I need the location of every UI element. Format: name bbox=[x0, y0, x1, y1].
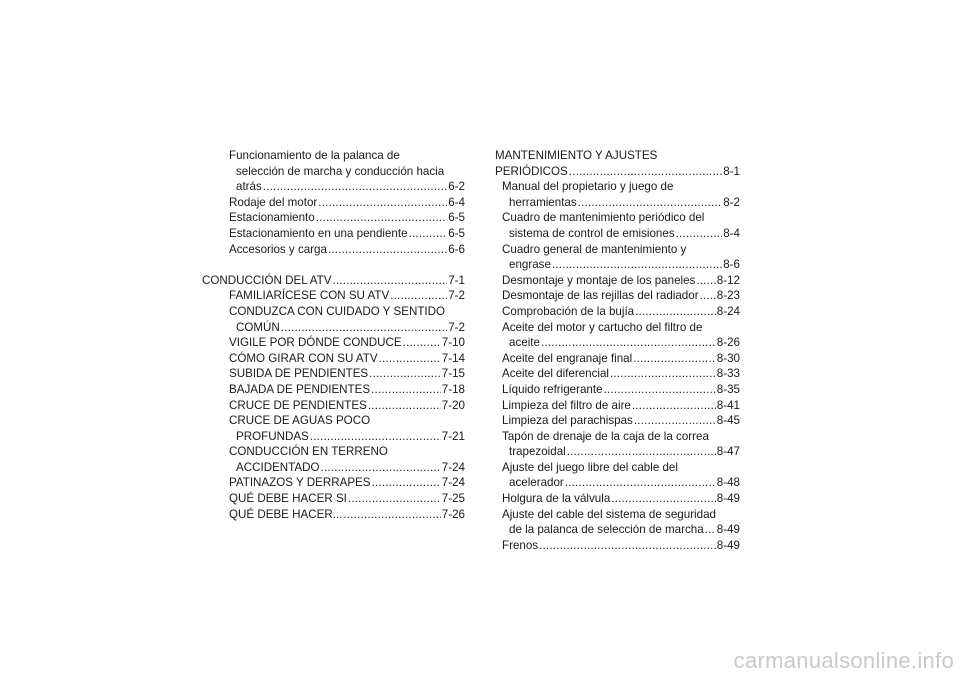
dot-leader bbox=[379, 351, 441, 367]
toc-page-number: 8-1 bbox=[723, 164, 740, 178]
dot-leader bbox=[368, 398, 441, 414]
toc-entry-line: Ajuste del juego libre del cable del bbox=[502, 460, 678, 474]
toc-page-number: 8-47 bbox=[716, 445, 740, 459]
toc-entry-title: Desmontaje de las rejillas del radiador bbox=[502, 289, 699, 303]
dot-leader bbox=[578, 195, 723, 211]
dot-leader bbox=[611, 491, 716, 507]
toc-entry-line: Aceite del motor y cartucho del filtro de bbox=[502, 320, 703, 334]
toc-entry bbox=[502, 288, 740, 304]
toc-page-number: 6-4 bbox=[448, 195, 465, 209]
dot-leader bbox=[390, 288, 447, 304]
toc-entry-title: BAJADA DE PENDIENTES bbox=[229, 382, 371, 396]
dot-leader bbox=[610, 366, 716, 382]
toc-page-number: 6-6 bbox=[448, 242, 465, 256]
toc-entry bbox=[509, 226, 740, 242]
dot-leader bbox=[403, 335, 441, 351]
toc-entry bbox=[502, 413, 740, 429]
toc-entry bbox=[509, 475, 740, 491]
toc-entry-title: CRUCE DE PENDIENTES bbox=[229, 398, 367, 412]
toc-entry-title: Estacionamiento en una pendiente bbox=[229, 226, 408, 240]
toc-page-number: 7-2 bbox=[448, 289, 465, 303]
dot-leader bbox=[632, 398, 716, 414]
toc-entry bbox=[509, 195, 740, 211]
toc-entry-line: CONDUZCA CON CUIDADO Y SENTIDO bbox=[229, 304, 446, 318]
toc-entry bbox=[202, 273, 465, 289]
toc-entry-title: PERIÓDICOS bbox=[495, 164, 568, 178]
dot-leader bbox=[567, 444, 716, 460]
toc-page-number: 7-10 bbox=[441, 336, 465, 350]
toc-entry bbox=[229, 398, 465, 414]
toc-entry-title: COMÚN bbox=[236, 320, 280, 334]
toc-entry bbox=[236, 460, 465, 476]
dot-leader bbox=[281, 320, 447, 336]
toc-entry bbox=[495, 164, 740, 180]
toc-page-number: 6-5 bbox=[448, 211, 465, 225]
toc-page-number: 7-1 bbox=[448, 273, 465, 287]
toc-page-number: 7-21 bbox=[441, 429, 465, 443]
toc-entry bbox=[229, 210, 465, 226]
dot-leader bbox=[541, 335, 716, 351]
toc-entry-line: CONDUCCIÓN EN TERRENO bbox=[229, 445, 388, 459]
dot-leader bbox=[635, 304, 716, 320]
toc-entry bbox=[502, 491, 740, 507]
toc-entry-title: Limpieza del parachispas bbox=[502, 414, 633, 428]
toc-entry-line: Manual del propietario y juego de bbox=[502, 180, 674, 194]
toc-page-number: 8-2 bbox=[723, 195, 740, 209]
toc-entry-title: FAMILIARÍCESE CON SU ATV bbox=[229, 289, 390, 303]
toc-entry-line: Tapón de drenaje de la caja de la correa bbox=[502, 429, 709, 443]
toc-entry bbox=[229, 195, 465, 211]
toc-entry-title: Limpieza del filtro de aire bbox=[502, 398, 631, 412]
toc-entry-line: Ajuste del cable del sistema de seguridad bbox=[502, 507, 716, 521]
dot-leader bbox=[263, 179, 447, 195]
toc-page-number: 7-2 bbox=[448, 320, 465, 334]
toc-entry-title: Aceite del engranaje final bbox=[502, 351, 633, 365]
toc-page-number: 8-45 bbox=[716, 414, 740, 428]
toc-page-number: 8-41 bbox=[716, 398, 740, 412]
toc-entry-title: de la palanca de selección de marcha bbox=[509, 523, 704, 537]
toc-page-number: 7-14 bbox=[441, 351, 465, 365]
toc-page-number: 6-5 bbox=[448, 226, 465, 240]
toc-entry-title: Desmontaje y montaje de los paneles bbox=[502, 273, 696, 287]
dot-leader bbox=[332, 273, 447, 289]
toc-entry-title: CÓMO GIRAR CON SU ATV bbox=[229, 351, 378, 365]
toc-page-number: 8-24 bbox=[716, 304, 740, 318]
toc-entry-title: Aceite del diferencial bbox=[502, 367, 609, 381]
toc-entry bbox=[229, 382, 465, 398]
toc-column-left bbox=[202, 148, 465, 522]
toc-entry bbox=[509, 444, 740, 460]
toc-entry bbox=[229, 366, 465, 382]
dot-leader bbox=[328, 242, 447, 258]
dot-leader bbox=[310, 429, 441, 445]
toc-entry bbox=[229, 351, 465, 367]
dot-leader bbox=[539, 538, 716, 554]
toc-entry bbox=[236, 429, 465, 445]
dot-leader bbox=[372, 475, 441, 491]
toc-page-number: 8-49 bbox=[716, 538, 740, 552]
toc-entry-title: sistema de control de emisiones bbox=[509, 226, 675, 240]
toc-entry-title: Estacionamiento bbox=[229, 211, 315, 225]
dot-leader bbox=[633, 351, 716, 367]
dot-leader bbox=[676, 226, 723, 242]
toc-page-number: 8-4 bbox=[723, 226, 740, 240]
dot-leader bbox=[343, 507, 440, 523]
toc-entry-line: MANTENIMIENTO Y AJUSTES bbox=[495, 149, 658, 162]
toc-entry-line: selección de marcha y conducción hacia bbox=[236, 164, 445, 178]
toc-entry bbox=[229, 491, 465, 507]
toc-page-number: 8-23 bbox=[716, 289, 740, 303]
dot-leader bbox=[552, 257, 722, 273]
toc-entry bbox=[236, 320, 465, 336]
toc-entry bbox=[502, 366, 740, 382]
dot-leader bbox=[604, 382, 716, 398]
toc-entry-line: Funcionamiento de la palanca de bbox=[229, 149, 400, 162]
toc-page-number: 7-24 bbox=[441, 476, 465, 490]
toc-page-number: 8-49 bbox=[716, 492, 740, 506]
toc-entry-title: Líquido refrigerante bbox=[502, 382, 603, 396]
toc-entry-line: Cuadro general de mantenimiento y bbox=[502, 242, 687, 256]
dot-leader bbox=[318, 195, 447, 211]
toc-entry bbox=[502, 538, 740, 554]
toc-entry-title: atrás bbox=[236, 180, 262, 194]
toc-page-number: 8-49 bbox=[716, 523, 740, 537]
toc-page-number: 7-25 bbox=[441, 492, 465, 506]
toc-entry-title: Comprobación de la bujía bbox=[502, 304, 635, 318]
toc-entry-line: CRUCE DE AGUAS POCO bbox=[229, 414, 371, 428]
toc-page-number: 7-15 bbox=[441, 367, 465, 381]
toc-page-number: 8-6 bbox=[723, 258, 740, 272]
toc-entry-title: VIGILE POR DÓNDE CONDUCE bbox=[229, 336, 402, 350]
toc-entry-title: trapezoidal bbox=[509, 445, 566, 459]
toc-entry bbox=[229, 335, 465, 351]
toc-entry bbox=[229, 507, 465, 523]
toc-entry-title: aceite bbox=[509, 336, 540, 350]
toc-entry bbox=[229, 475, 465, 491]
dot-leader bbox=[634, 413, 716, 429]
dot-leader bbox=[321, 460, 441, 476]
toc-page-number: 6-2 bbox=[448, 180, 465, 194]
toc-entry bbox=[229, 242, 465, 258]
toc-entry-title: QUÉ DEBE HACER SI bbox=[229, 492, 347, 506]
toc-entry-title: Rodaje del motor bbox=[229, 195, 318, 209]
toc-page-number: 8-30 bbox=[716, 351, 740, 365]
toc-page-number: 7-20 bbox=[441, 398, 465, 412]
toc-entry bbox=[509, 335, 740, 351]
toc-entry-title: engrase bbox=[509, 258, 551, 272]
toc-entry bbox=[502, 351, 740, 367]
toc-entry-title: PATINAZOS Y DERRAPES bbox=[229, 476, 371, 490]
toc-entry bbox=[502, 382, 740, 398]
dot-leader bbox=[565, 475, 716, 491]
toc-page-number: 8-33 bbox=[716, 367, 740, 381]
toc-entry bbox=[502, 273, 740, 289]
dot-leader bbox=[705, 522, 716, 538]
toc-entry bbox=[236, 179, 465, 195]
toc-page-number: 7-24 bbox=[441, 460, 465, 474]
toc-page-number: 8-26 bbox=[716, 336, 740, 350]
dot-leader bbox=[371, 382, 441, 398]
toc-entry-title: acelerador bbox=[509, 476, 564, 490]
toc-entry bbox=[502, 304, 740, 320]
toc-entry bbox=[229, 288, 465, 304]
dot-leader bbox=[696, 273, 715, 289]
toc-entry-title: Frenos bbox=[502, 538, 539, 552]
toc-entry-title: PROFUNDAS bbox=[236, 429, 309, 443]
toc-page-number: 8-48 bbox=[716, 476, 740, 490]
toc-entry-title: Accesorios y carga bbox=[229, 242, 327, 256]
toc-column-right bbox=[495, 148, 740, 553]
dot-leader bbox=[316, 210, 448, 226]
dot-leader bbox=[348, 491, 441, 507]
toc-page-number: 7-18 bbox=[441, 382, 465, 396]
dot-leader bbox=[409, 226, 448, 242]
toc-page-number: 8-12 bbox=[716, 273, 740, 287]
toc-entry bbox=[229, 226, 465, 242]
toc-page-number: 7-26 bbox=[441, 507, 465, 521]
toc-entry-title: QUÉ DEBE HACER... bbox=[229, 507, 343, 521]
toc-page-number: 8-35 bbox=[716, 382, 740, 396]
toc-entry bbox=[509, 257, 740, 273]
toc-entry-title: CONDUCCIÓN DEL ATV bbox=[202, 273, 332, 287]
toc-entry bbox=[509, 522, 740, 538]
dot-leader bbox=[700, 288, 716, 304]
toc-entry bbox=[502, 398, 740, 414]
toc-entry-line: Cuadro de mantenimiento periódico del bbox=[502, 211, 705, 225]
dot-leader bbox=[569, 164, 722, 180]
toc-entry-title: SUBIDA DE PENDIENTES bbox=[229, 367, 369, 381]
toc-entry-title: Holgura de la válvula bbox=[502, 492, 611, 506]
watermark: carmanualsonline.info bbox=[733, 648, 954, 673]
toc-entry-title: ACCIDENTADO bbox=[236, 460, 320, 474]
dot-leader bbox=[369, 366, 441, 382]
toc-entry-title: herramientas bbox=[509, 195, 577, 209]
toc-gap bbox=[229, 257, 465, 273]
